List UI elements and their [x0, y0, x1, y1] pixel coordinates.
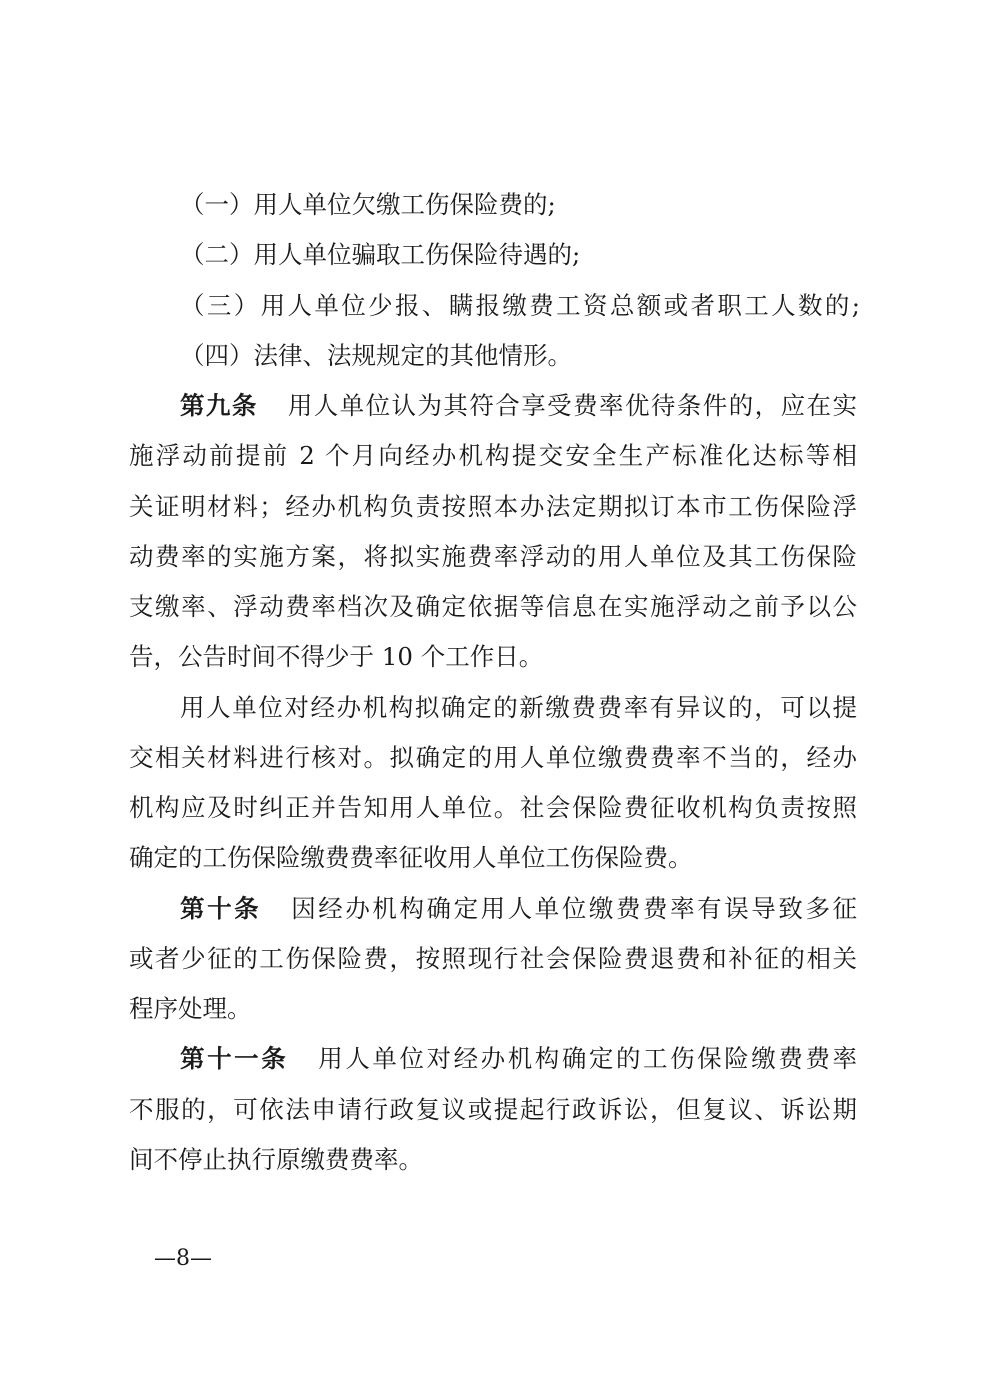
- article-11-first-line: [180, 1041, 857, 1077]
- article-9-line-3: 关证明材料；经办机构负责按照本办法定期拟订本市工伤保险浮: [129, 492, 857, 521]
- article-9-line-2: 施浮动前提前 2 个月向经办机构提交安全生产标准化达标等相: [129, 441, 857, 470]
- article-9-line-4: 动费率的实施方案，将拟实施费率浮动的用人单位及其工伤保险: [129, 542, 857, 571]
- article-9-line-5: 支缴率、浮动费率档次及确定依据等信息在实施浮动之前予以公: [129, 592, 857, 621]
- article-10-line-3: 程序处理。: [129, 994, 252, 1023]
- article-9-first-line: [180, 388, 857, 424]
- article-9-line-1: 用人单位认为其符合享受费率优待条件的，应在实: [287, 391, 857, 420]
- list-item-3: （三）用人单位少报、瞒报缴费工资总额或者职工人数的;: [180, 291, 860, 320]
- article-9-heading: 第九条: [180, 391, 258, 420]
- article-11-heading: 第十一条: [180, 1044, 289, 1073]
- article-11-line-1: 用人单位对经办机构确定的工伤保险缴费费率: [318, 1044, 857, 1073]
- article-10-heading: 第十条: [180, 894, 262, 923]
- article-9-para2-line-4: 确定的工伤保险缴费费率征收用人单位工伤保险费。: [129, 843, 693, 872]
- page-number: —8—: [154, 1246, 212, 1271]
- article-11-line-3: 间不停止执行原缴费费率。: [129, 1145, 423, 1174]
- list-item-1: （一）用人单位欠缴工伤保险费的;: [180, 190, 556, 219]
- article-11-line-2: 不服的，可依法申请行政复议或提起行政诉讼，但复议、诉讼期: [129, 1095, 857, 1124]
- article-9-para2-line-1: 用人单位对经办机构拟确定的新缴费费率有异议的，可以提: [180, 693, 857, 722]
- list-item-2: （二）用人单位骗取工伤保险待遇的;: [180, 240, 581, 269]
- article-10-line-2: 或者少征的工伤保险费，按照现行社会保险费退费和补征的相关: [129, 944, 857, 973]
- article-9-line-6: 告，公告时间不得少于 10 个工作日。: [129, 642, 544, 671]
- article-9-para2-line-2: 交相关材料进行核对。拟确定的用人单位缴费费率不当的，经办: [129, 743, 857, 772]
- article-10-line-1: 因经办机构确定用人单位缴费费率有误导致多征: [291, 894, 857, 923]
- list-item-4: （四）法律、法规规定的其他情形。: [180, 341, 572, 370]
- article-10-first-line: [180, 891, 857, 927]
- article-9-para2-line-3: 机构应及时纠正并告知用人单位。社会保险费征收机构负责按照: [129, 793, 857, 822]
